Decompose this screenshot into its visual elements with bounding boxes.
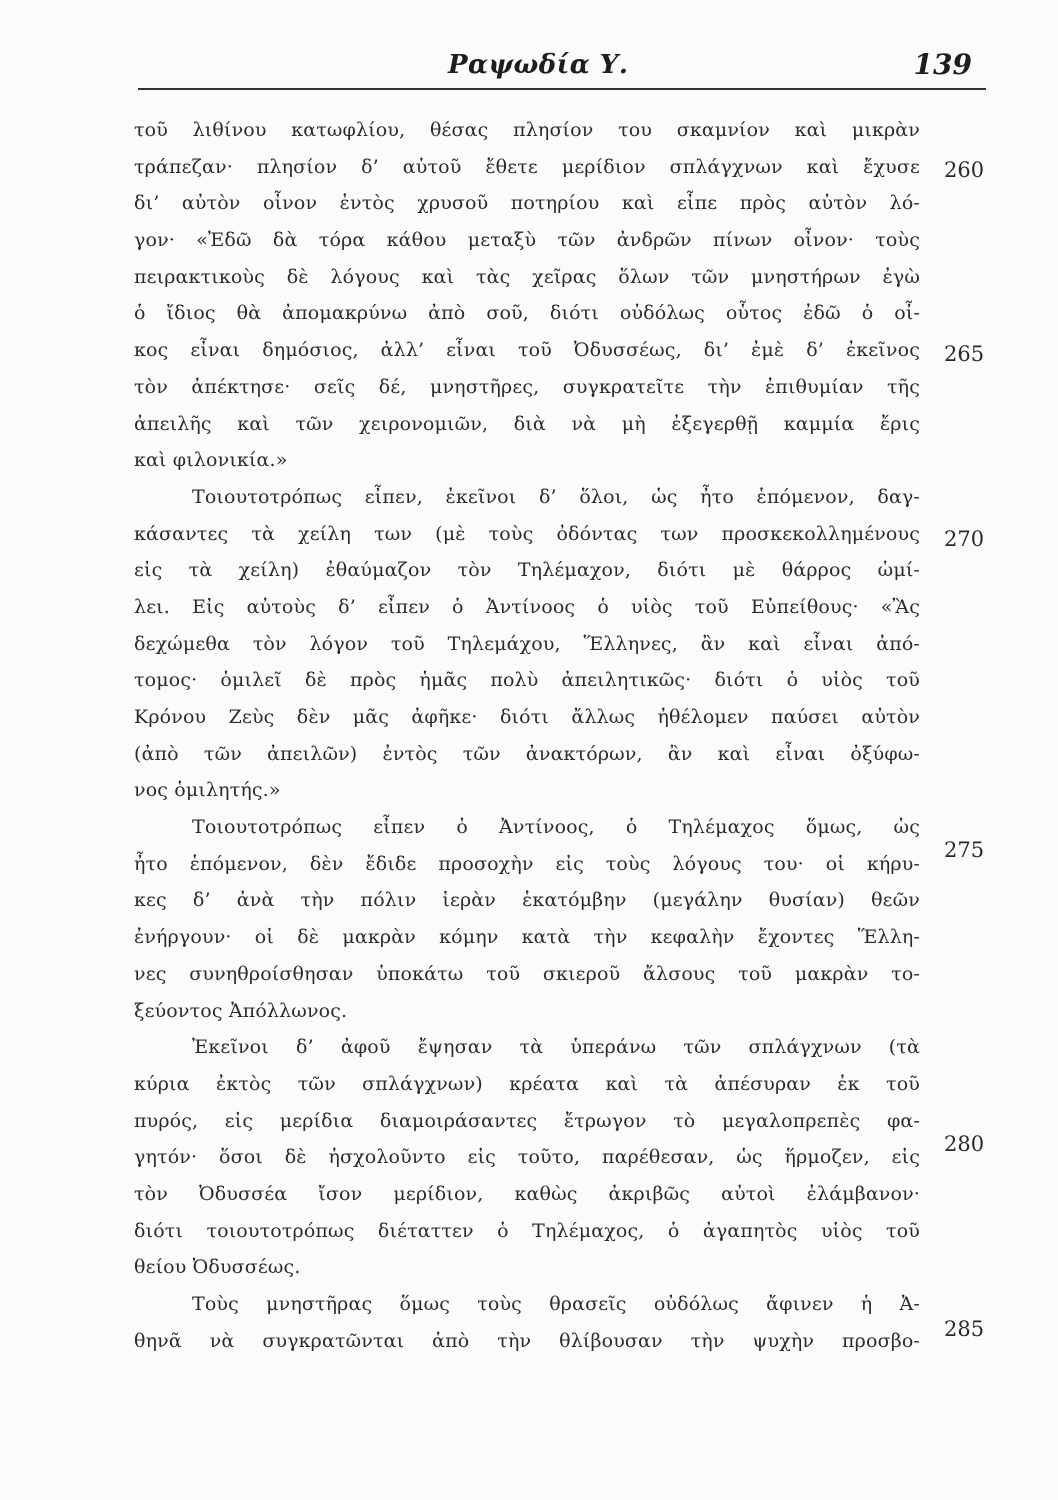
text-line: Ἐκεῖνοι δ’ ἀφοῦ ἔψησαν τὰ ὑπεράνω τῶν σπλάγχνων (τὰ <box>192 1036 920 1059</box>
text-line: τομος· ὁμιλεῖ δὲ πρὸς ἡμᾶς πολὺ ἀπειλητικῶς· διότι ὁ υἱὸς τοῦ <box>134 669 920 692</box>
text-line: γητόν· ὅσοι δὲ ἠσχολοῦντο εἰς τοῦτο, παρέθεσαν, ὡς ἥρμοζεν, εἰς <box>134 1146 920 1169</box>
body-text <box>134 112 920 1359</box>
text-line: Κρόνου Ζεὺς δὲν μᾶς ἀφῆκε· διότι ἄλλως ἠθέλομεν παύσει αὐτὸν <box>134 706 920 728</box>
text-line: δεχώμεθα τὸν λόγον τοῦ Τηλεμάχου, Ἕλληνες, ἂν καὶ εἶναι ἀπό- <box>134 632 920 655</box>
line-number-270: 270 <box>944 527 985 551</box>
text-line: θηνᾶ νὰ συγκρατῶνται ἀπὸ τὴν θλίβουσαν τὴν ψυχὴν προσβο- <box>134 1329 920 1352</box>
text-line: πειρακτικοὺς δὲ λόγους καὶ τὰς χεῖρας ὅλων τῶν μνηστήρων ἐγὼ <box>134 265 920 288</box>
text-line: τὸν ἀπέκτησε· σεῖς δέ, μνηστῆρες, συγκρατεῖτε τὴν ἐπιθυμίαν τῆς <box>134 375 920 398</box>
text-line: νες συνηθροίσθησαν ὑποκάτω τοῦ σκιεροῦ ἄλσους τοῦ μακρὰν το- <box>134 962 920 985</box>
header-rule <box>138 88 986 90</box>
text-line: πυρός, εἰς μερίδια διαμοιράσαντες ἔτρωγον τὸ μεγαλοπρεπὲς φα- <box>134 1109 920 1132</box>
text-line: γον· «Ἐδῶ δὰ τόρα κάθου μεταξὺ τῶν ἀνδρῶν πίνων οἶνον· τοὺς <box>134 229 920 252</box>
text-line: ἀπειλῆς καὶ τῶν χειρονομιῶν, διὰ νὰ μὴ ἐξεγερθῇ καμμία ἔρις <box>134 412 920 435</box>
running-title: Ραψωδία Υ. <box>448 50 629 80</box>
line-number-285: 285 <box>944 1317 985 1341</box>
line-number-275: 275 <box>944 838 985 862</box>
page-header <box>138 46 986 94</box>
line-number-265: 265 <box>944 342 985 366</box>
text-line: ἦτο ἑπόμενον, δὲν ἔδιδε προσοχὴν εἰς τοὺς λόγους του· οἱ κήρυ- <box>134 852 920 875</box>
text-line: νος ὁμιλητής.» <box>134 779 281 802</box>
page-number: 139 <box>913 48 972 81</box>
text-line: κάσαντες τὰ χείλη των (μὲ τοὺς ὀδόντας των προσκεκολλημένους <box>134 522 920 545</box>
line-number-260: 260 <box>944 158 985 182</box>
text-line: κύρια ἐκτὸς τῶν σπλάγχνων) κρέατα καὶ τὰ ἀπέσυραν ἐκ τοῦ <box>134 1072 920 1095</box>
text-line: διότι τοιουτοτρόπως διέταττεν ὁ Τηλέμαχος, ὁ ἀγαπητὸς υἱὸς τοῦ <box>134 1219 920 1242</box>
text-line: ξεύοντος Ἀπόλλωνος. <box>134 999 348 1022</box>
text-line: κες δ’ ἀνὰ τὴν πόλιν ἱερὰν ἑκατόμβην (μεγάλην θυσίαν) θεῶν <box>134 889 920 912</box>
text-line: καὶ φιλονικία.» <box>134 449 288 472</box>
text-line: τοῦ λιθίνου κατωφλίου, θέσας πλησίον του σκαμνίον καὶ μικρὰν <box>134 119 920 141</box>
text-line: τὸν Ὀδυσσέα ἴσον μερίδιον, καθὼς ἀκριβῶς αὐτοὶ ἐλάμβανον· <box>134 1182 920 1205</box>
text-line: τράπεζαν· πλησίον δ’ αὐτοῦ ἔθετε μερίδιον σπλάγχνων καὶ ἔχυσε <box>134 155 920 178</box>
text-line: δι’ αὐτὸν οἶνον ἐντὸς χρυσοῦ ποτηρίου καὶ εἶπε πρὸς αὐτὸν λό- <box>134 192 920 215</box>
text-line: Τοιουτοτρόπως εἶπεν, ἐκεῖνοι δ’ ὅλοι, ὡς ἦτο ἑπόμενον, δαγ- <box>192 485 920 508</box>
text-line: ἐνήργουν· οἱ δὲ μακρὰν κόμην κατὰ τὴν κεφαλὴν ἔχοντες Ἕλλη- <box>134 926 920 949</box>
text-line: Τοὺς μνηστῆρας ὅμως τοὺς θρασεῖς οὐδόλως ἄφινεν ἡ Ἀ- <box>192 1293 920 1315</box>
text-line: θείου Ὀδυσσέως. <box>134 1256 301 1279</box>
text-line: κος εἶναι δημόσιος, ἀλλ’ εἶναι τοῦ Ὀδυσσέως, δι’ ἐμὲ δ’ ἐκεῖνος <box>134 339 920 362</box>
text-line: (ἀπὸ τῶν ἀπειλῶν) ἐντὸς τῶν ἀνακτόρων, ἂν καὶ εἶναι ὀξύφω- <box>134 742 920 765</box>
text-line: λει. Εἰς αὐτοὺς δ’ εἶπεν ὁ Ἀντίνοος ὁ υἱὸς τοῦ Εὐπείθους· «Ἂς <box>134 595 920 618</box>
text-line: εἰς τὰ χείλη) ἐθαύμαζον τὸν Τηλέμαχον, διότι μὲ θάρρος ὡμί- <box>134 559 920 582</box>
text-line: Τοιουτοτρόπως εἶπεν ὁ Ἀντίνοος, ὁ Τηλέμαχος ὅμως, ὡς <box>192 816 920 839</box>
line-number-280: 280 <box>944 1132 985 1156</box>
text-line: ὁ ἴδιος θὰ ἀπομακρύνω ἀπὸ σοῦ, διότι οὐδόλως οὗτος ἐδῶ ὁ οἶ- <box>134 302 920 325</box>
